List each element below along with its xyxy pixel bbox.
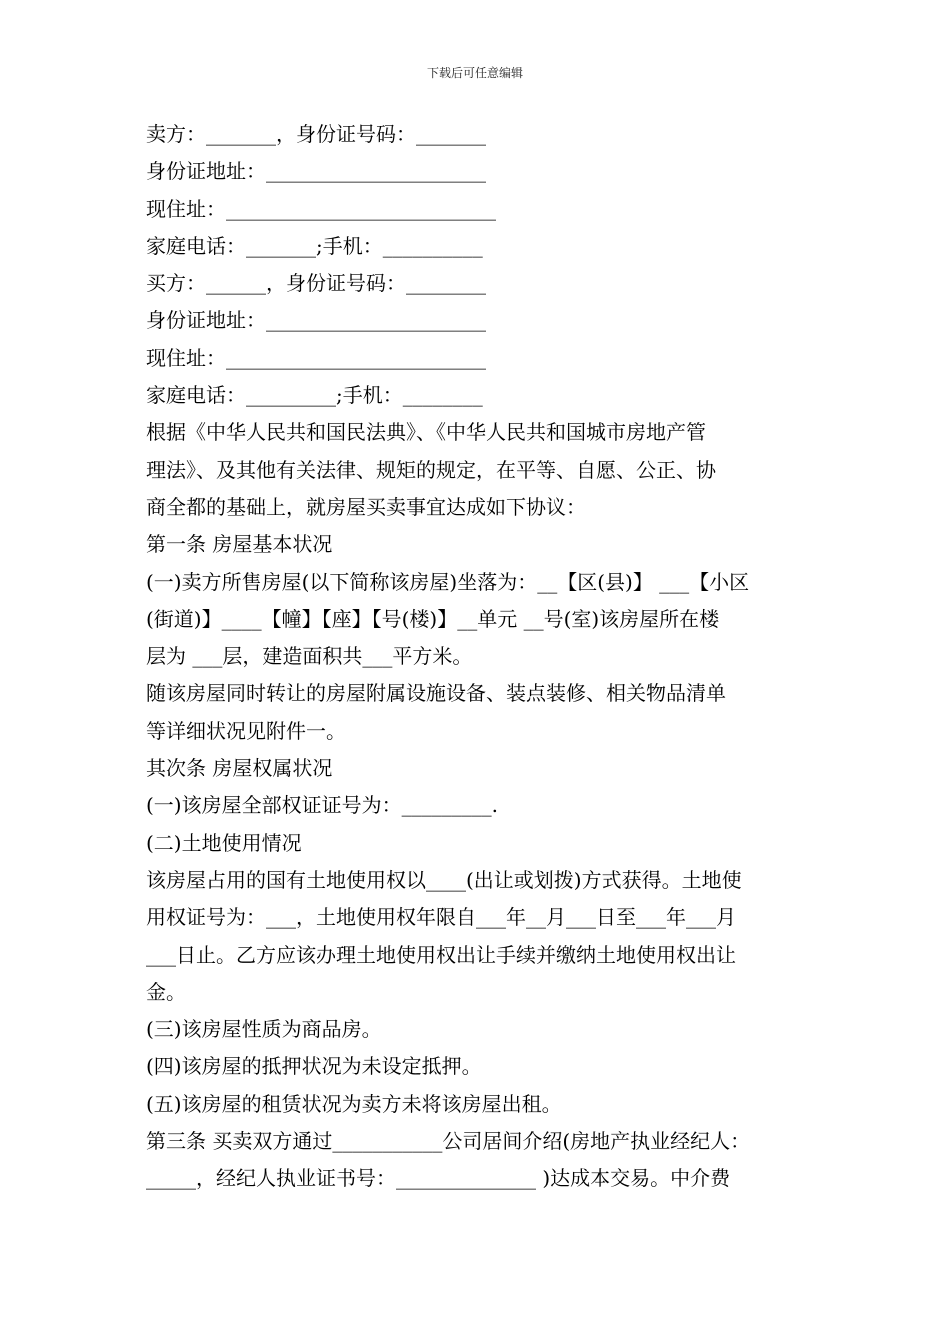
preamble-line-2: 理法》、及其他有关法律、规矩的规定，在平等、自愿、公正、协 [146,457,716,482]
article-2-item-1: (一)该房屋全部权证证号为：_________. [146,793,498,818]
land-use-line-1: 该房屋占用的国有土地使用权以____(出让或划拨)方式获得。土地使 [146,867,742,892]
article-2-heading: 其次条 房屋权属状况 [146,756,333,781]
buyer-phone-line: 家庭电话：_________;手机：________ [146,383,483,408]
preamble-line-1: 根据《中华人民共和国民法典》、《中华人民共和国城市房地产管 [146,420,706,445]
land-use-line-4: 金。 [146,979,186,1004]
seller-id-address-line: 身份证地址：______________________ [146,159,486,184]
seller-name-line: 卖方：_______，身份证号码：_______ [146,122,486,146]
seller-phone-line: 家庭电话：_______;手机：__________ [146,233,483,258]
document-body [146,116,810,1198]
article-1-item-1-line-1: (一)卖方所售房屋(以下简称该房屋)坐落为：__【区(县)】 ___【小区 [146,569,750,594]
article-3-line-2: _____，经纪人执业证书号：______________ )达成本交易。中介费 [146,1166,731,1191]
article-1-attachment-line-1: 随该房屋同时转让的房屋附属设施设备、装点装修、相关物品清单 [146,681,726,706]
buyer-name-line: 买方：______，身份证号码：________ [146,271,486,296]
article-1-item-1-line-2: (街道)】____【幢】【座】【号(楼)】__单元 __号(室)该房屋所在楼 [146,606,720,631]
article-1-item-1-line-3: 层为 ___层，建造面积共___平方米。 [146,644,473,669]
page-header-note: 下载后可任意编辑 [426,66,523,80]
article-3-line-1: 第三条 买卖双方通过___________公司居间介绍(房地产执业经纪人： [146,1129,751,1154]
article-2-item-3: (三)该房屋性质为商品房。 [146,1017,382,1042]
article-1-attachment-line-2: 等详细状况见附件一。 [146,718,346,743]
article-2-item-4: (四)该房屋的抵押状况为未设定抵押。 [146,1054,482,1079]
land-use-line-3: ___日止。乙方应该办理土地使用权出让手续并缴纳土地使用权出让 [146,942,736,967]
preamble-line-3: 商全都的基础上，就房屋买卖事宜达成如下协议： [146,494,586,519]
buyer-current-address-line: 现住址：__________________________ [146,345,486,370]
article-2-item-5: (五)该房屋的租赁状况为卖方未将该房屋出租。 [146,1091,562,1116]
seller-current-address-line: 现住址：___________________________ [146,196,496,221]
buyer-id-address-line: 身份证地址：______________________ [146,308,486,333]
article-2-item-2-heading: (二)土地使用情况 [146,830,302,855]
article-1-heading: 第一条 房屋基本状况 [146,532,333,557]
land-use-line-2: 用权证号为：___，土地使用权年限自___年__月___日至___年___月 [146,905,736,930]
